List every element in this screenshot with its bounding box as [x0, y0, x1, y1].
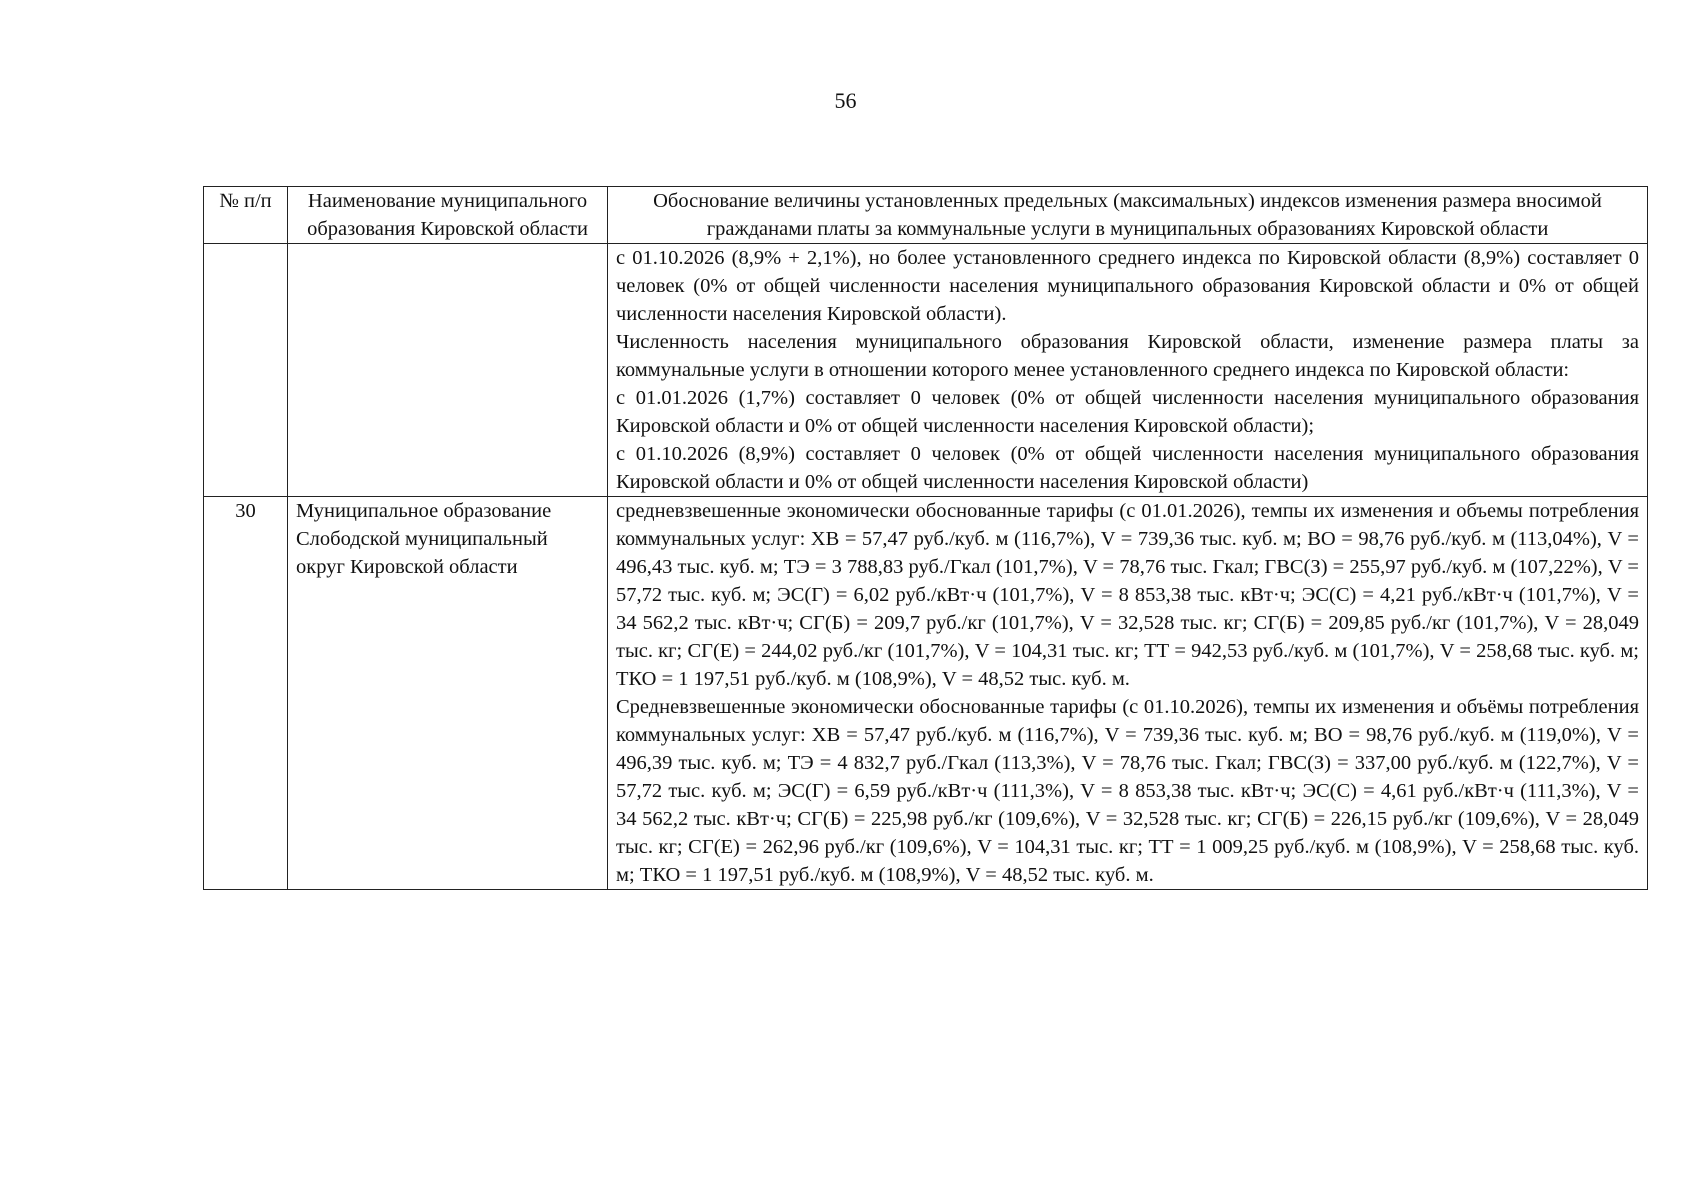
- row-justification: [608, 497, 1648, 890]
- header-justification: Обоснование величины установленных предельных (максимальных) индексов изменения размера вносимой гражданами платы за коммунальные услуги в муниципальных образованиях Кировской области: [608, 187, 1648, 244]
- justification-paragraph: с 01.10.2026 (8,9% + 2,1%), но более установленного среднего индекса по Кировской области (8,9%) составляет 0 человек (0% от общей численности населения муниципального образования Кировской области и 0% от общей численности населения Кировской области).: [616, 247, 1639, 325]
- justification-paragraph: Средневзвешенные экономически обоснованные тарифы (с 01.10.2026), темпы их изменения и объёмы потребления коммунальных услуг: ХВ = 57,47 руб./куб. м (116,7%), V = 739,36 тыс. куб. м; ВО = 98,76 руб./куб. м (119,0%), V = 496,39 тыс. куб. м; ТЭ = 4 832,7 руб./Гкал (113,3%), V = 78,76 тыс. Гкал; ГВС(З) = 337,00 руб./куб. м (122,7%), V = 57,72 тыс. куб. м; ЭС(Г) = 6,59 руб./кВт·ч (111,3%), V = 8 853,38 тыс. кВт·ч; ЭС(С) = 4,61 руб./кВт·ч (111,3%), V = 34 562,2 тыс. кВт·ч; СГ(Б) = 225,98 руб./кг (109,6%), V = 32,528 тыс. кг; СГ(Б) = 226,15 руб./кг (109,6%), V = 28,049 тыс. кг; СГ(Е) = 262,96 руб./кг (109,6%), V = 104,31 тыс. кг; ТТ = 1 009,25 руб./куб. м (108,9%), V = 258,68 тыс. куб. м; ТКО = 1 197,51 руб./куб. м (108,9%), V = 48,52 тыс. куб. м.: [616, 696, 1639, 886]
- justification-paragraph: средневзвешенные экономически обоснованные тарифы (с 01.01.2026), темпы их изменения и объемы потребления коммунальных услуг: ХВ = 57,47 руб./куб. м (116,7%), V = 739,36 тыс. куб. м; ВО = 98,76 руб./куб. м (113,04%), V = 496,43 тыс. куб. м; ТЭ = 3 788,83 руб./Гкал (101,7%), V = 78,76 тыс. Гкал; ГВС(З) = 255,97 руб./куб. м (107,22%), V = 57,72 тыс. куб. м; ЭС(Г) = 6,02 руб./кВт·ч (101,7%), V = 8 853,38 тыс. кВт·ч; ЭС(С) = 4,21 руб./кВт·ч (101,7%), V = 34 562,2 тыс. кВт·ч; СГ(Б) = 209,7 руб./кг (101,7%), V = 32,528 тыс. кг; СГ(Б) = 209,85 руб./кг (101,7%), V = 28,049 тыс. кг; СГ(Е) = 244,02 руб./кг (101,7%), V = 104,31 тыс. кг; ТТ = 942,53 руб./куб. м (101,7%), V = 258,68 тыс. куб. м; ТКО = 1 197,51 руб./куб. м (108,9%), V = 48,52 тыс. куб. м.: [616, 500, 1639, 690]
- table-row: [204, 497, 1648, 890]
- table-body: [204, 244, 1648, 890]
- table-row: [204, 244, 1648, 497]
- header-row: [204, 187, 1648, 244]
- tariff-justification-table: [203, 186, 1648, 890]
- justification-paragraph: с 01.01.2026 (1,7%) составляет 0 человек (0% от общей численности населения муниципального образования Кировской области и 0% от общей численности населения Кировской области);: [616, 387, 1639, 437]
- row-number: [204, 244, 288, 497]
- header-municipality-name: Наименование муниципального образования Кировской области: [288, 187, 608, 244]
- page-number: 56: [834, 88, 857, 113]
- row-number: 30: [204, 497, 288, 890]
- row-justification: [608, 244, 1648, 497]
- header-number: № п/п: [204, 187, 288, 244]
- table-header: [204, 187, 1648, 244]
- justification-paragraph: с 01.10.2026 (8,9%) составляет 0 человек (0% от общей численности населения муниципального образования Кировской области и 0% от общей численности населения Кировской области): [616, 443, 1639, 493]
- row-municipality-name: Муниципальное образование Слободской муниципальный округ Кировской области: [288, 497, 608, 890]
- justification-paragraph: Численность населения муниципального образования Кировской области, изменение размера платы за коммунальные услуги в отношении которого менее установленного среднего индекса по Кировской области:: [616, 331, 1639, 381]
- row-municipality-name: [288, 244, 608, 497]
